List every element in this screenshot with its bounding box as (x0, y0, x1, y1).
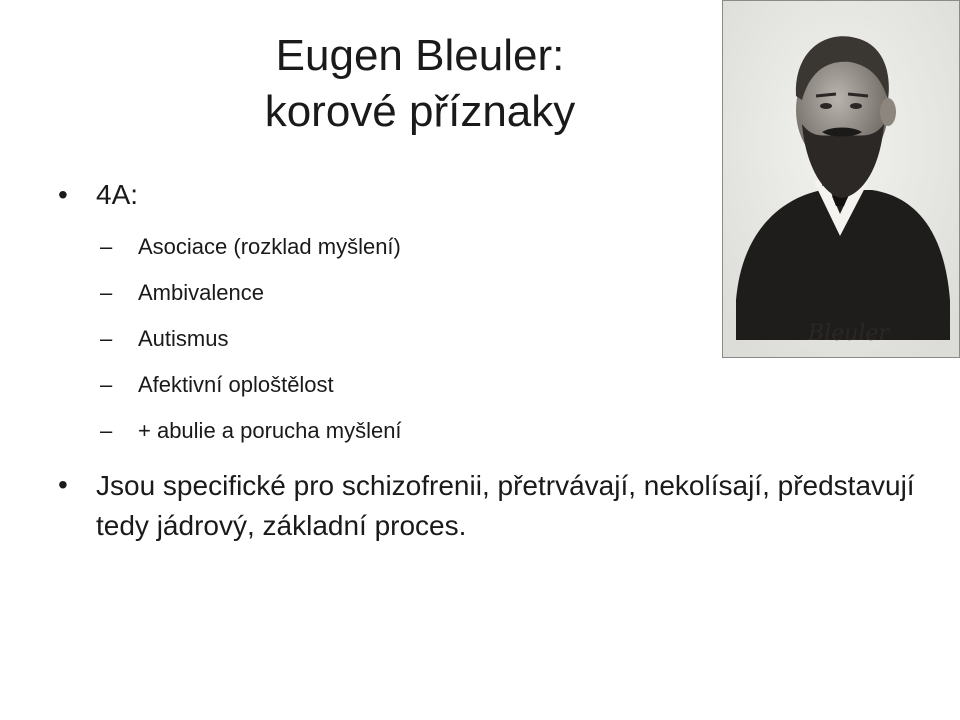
bullet-marker: • (58, 469, 68, 500)
sub-marker: – (100, 280, 113, 305)
bullet-text: Jsou specifické pro schizofrenii, přetrvávají, nekolísají, představují tedy jádrový, základní proces. (96, 470, 915, 541)
sub-text: Afektivní oploštělost (138, 372, 334, 397)
title-line-2: korové příznaky (264, 87, 576, 136)
sub-text: + abulie a porucha myšlení (138, 418, 402, 443)
sub-marker: – (100, 326, 113, 351)
sub-marker: – (100, 234, 113, 259)
title-line-1: Eugen Bleuler: (275, 31, 565, 80)
sub-marker: – (100, 372, 113, 397)
portrait-signature: Bleuler (808, 321, 889, 346)
bullet-marker: • (58, 179, 68, 210)
sub-text: Autismus (138, 326, 229, 351)
sub-marker: – (100, 418, 113, 443)
bullet-text: 4A: (96, 179, 139, 210)
sub-text: Asociace (rozklad myšlení) (138, 234, 401, 259)
sub-text: Ambivalence (138, 280, 264, 305)
